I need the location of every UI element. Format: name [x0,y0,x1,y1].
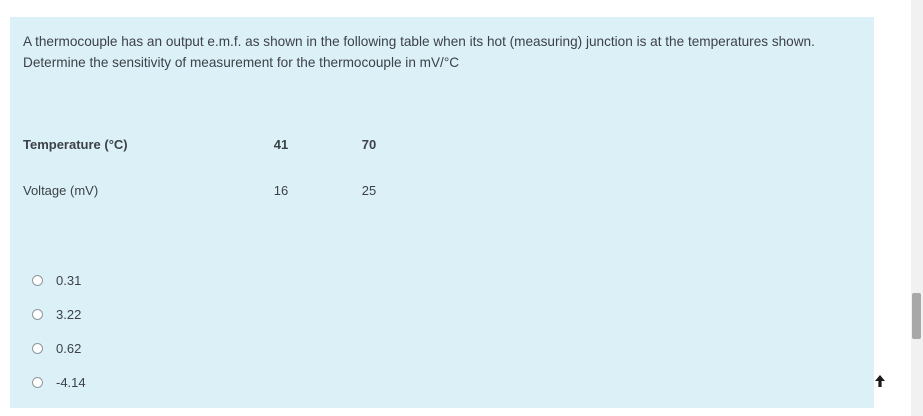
scroll-to-top-button[interactable] [869,368,891,394]
table-row-temperature [23,132,413,156]
data-table [23,132,413,202]
table-cell: 25 [361,182,377,198]
question-text: A thermocouple has an output e.m.f. as shown in the following table when its hot (measuring) junction is at the temperatures shown. Determine the sensitivity of measurement for the thermocouple in mV/°C [23,34,815,70]
arrow-up-icon [874,374,886,388]
table-cell: 16 [273,182,289,198]
answer-label: -4.14 [56,374,86,390]
answer-label: 3.22 [56,306,82,322]
radio-button[interactable] [32,343,43,354]
radio-button[interactable] [32,309,43,320]
answer-options [32,263,86,399]
table-spacer [23,156,413,178]
table-row-label: Voltage (mV) [23,182,99,198]
table-cell: 41 [273,136,289,152]
answer-option[interactable] [32,331,86,365]
table-cell: 70 [361,136,377,152]
table-row-voltage [23,178,413,202]
answer-label: 0.31 [56,272,82,288]
radio-button[interactable] [32,377,43,388]
answer-label: 0.62 [56,340,82,356]
scrollbar-thumb[interactable] [912,293,921,339]
answer-option[interactable] [32,263,86,297]
radio-button[interactable] [32,275,43,286]
question-panel [10,17,874,408]
answer-option[interactable] [32,365,86,399]
scrollbar[interactable] [911,0,923,416]
answer-option[interactable] [32,297,86,331]
table-row-label: Temperature (°C) [23,136,128,152]
